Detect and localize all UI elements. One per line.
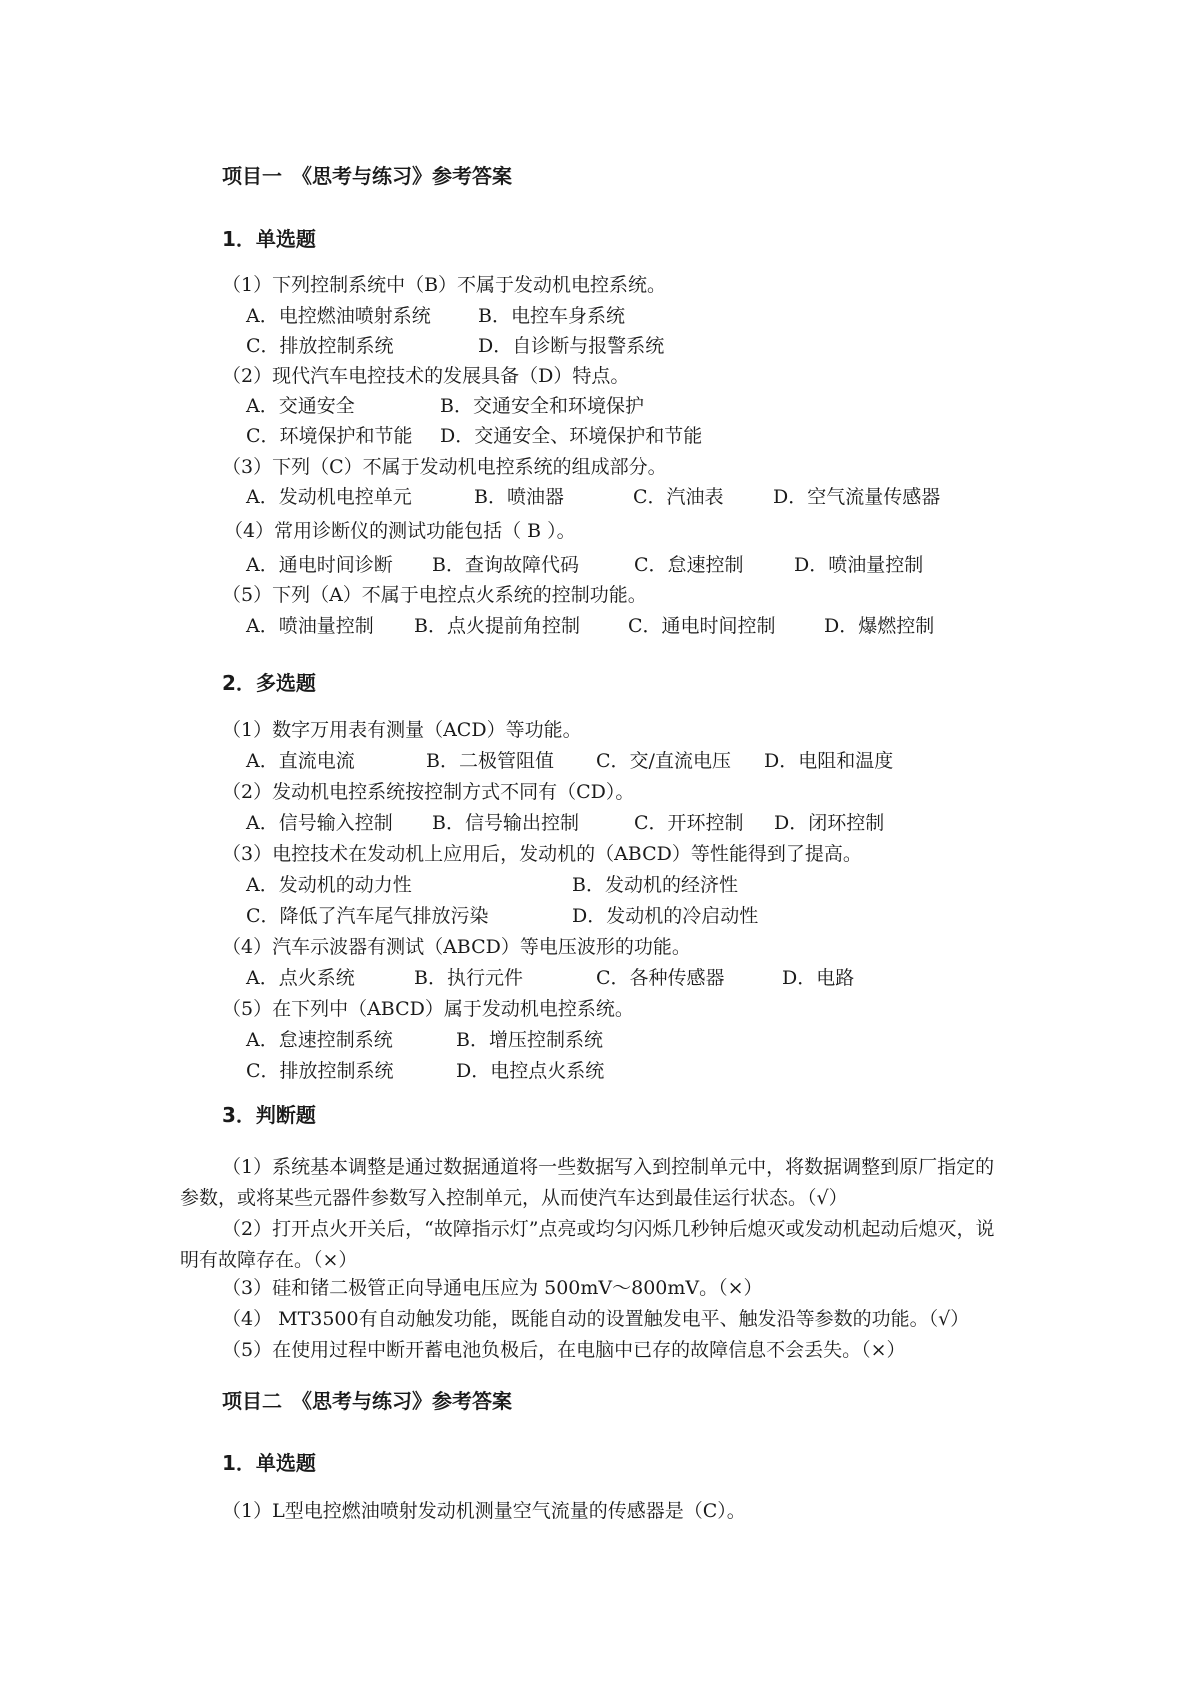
true-false-heading: 3．判断题	[222, 1103, 316, 1127]
option: B．交通安全和环境保护	[440, 395, 644, 417]
project1-title: 项目一 《思考与练习》参考答案	[222, 164, 512, 188]
question-text: （1）L型电控燃油喷射发动机测量空气流量的传感器是（C）。	[222, 1500, 746, 1522]
option: D．空气流量传感器	[773, 486, 941, 508]
option: B．电控车身系统	[478, 305, 625, 327]
option: B．执行元件	[414, 967, 523, 989]
question-text: （4）汽车示波器有测试（ABCD）等电压波形的功能。	[222, 936, 691, 958]
option: D．电控点火系统	[456, 1060, 605, 1082]
option: B．喷油器	[474, 486, 564, 508]
option: B．信号输出控制	[432, 812, 579, 834]
question-text: （5）在下列中（ABCD）属于发动机电控系统。	[222, 998, 634, 1020]
option: A．直流电流	[246, 750, 355, 772]
question-text: （3）下列（C）不属于发动机电控系统的组成部分。	[222, 456, 667, 478]
question-text: （2）发动机电控系统按控制方式不同有（CD）。	[222, 781, 635, 803]
option: A．交通安全	[246, 395, 355, 417]
option: A．通电时间诊断	[246, 554, 393, 576]
option: D．电路	[782, 967, 855, 989]
option: B．增压控制系统	[456, 1029, 603, 1051]
option: D．闭环控制	[774, 812, 885, 834]
option: C．降低了汽车尾气排放污染	[246, 905, 489, 927]
option: D．发动机的冷启动性	[572, 905, 759, 927]
option: C．怠速控制	[634, 554, 744, 576]
option: A．点火系统	[246, 967, 355, 989]
judge-item: （3）硅和锗二极管正向导通电压应为 500mV～800mV。（×）	[222, 1277, 763, 1299]
option: A．怠速控制系统	[246, 1029, 393, 1051]
question-text: （1）数字万用表有测量（ACD）等功能。	[222, 719, 582, 741]
option: A．发动机的动力性	[246, 874, 412, 896]
option: D．交通安全、环境保护和节能	[440, 425, 703, 447]
multiple-choice-heading: 2．多选题	[222, 671, 316, 695]
project2-title: 项目二 《思考与练习》参考答案	[222, 1389, 512, 1413]
single-choice-heading: 1．单选题	[222, 1451, 316, 1475]
option: B．点火提前角控制	[414, 615, 580, 637]
option: D．自诊断与报警系统	[478, 335, 665, 357]
option: B．二极管阻值	[426, 750, 554, 772]
option-row	[246, 1059, 946, 1155]
option: A．发动机电控单元	[246, 486, 412, 508]
option: A．喷油量控制	[246, 615, 374, 637]
option: C．通电时间控制	[628, 615, 776, 637]
single-choice-heading: 1．单选题	[222, 227, 316, 251]
judge-item: （1）系统基本调整是通过数据通道将一些数据写入到控制单元中，将数据调整到原厂指定的参数，或将某些元器件参数写入控制单元，从而使汽车达到最佳运行状态。（√）	[180, 1156, 995, 1209]
judge-item: （2）打开点火开关后，“故障指示灯”点亮或均匀闪烁几秒钟后熄灭或发动机起动后熄灭，说明有故障存在。（×）	[180, 1218, 995, 1271]
judge-item: （5）在使用过程中断开蓄电池负极后，在电脑中已存的故障信息不会丢失。（×）	[222, 1339, 906, 1361]
option: D．爆燃控制	[824, 615, 935, 637]
option: D．电阻和温度	[764, 750, 894, 772]
option: D．喷油量控制	[794, 554, 924, 576]
option: C．交/直流电压	[596, 750, 731, 772]
option: C．各种传感器	[596, 967, 725, 989]
question-text: （5）下列（A）不属于电控点火系统的控制功能。	[222, 584, 647, 606]
option: B．发动机的经济性	[572, 874, 738, 896]
option: C．排放控制系统	[246, 1060, 394, 1082]
judge-item: （4） MT3500有自动触发功能，既能自动的设置触发电平、触发沿等参数的功能。（√）	[222, 1308, 970, 1330]
question-text: （2）现代汽车电控技术的发展具备（D）特点。	[222, 365, 630, 387]
question-text: （3）电控技术在发动机上应用后，发动机的（ABCD）等性能得到了提高。	[222, 843, 862, 865]
option: C．汽油表	[633, 486, 724, 508]
option: C．环境保护和节能	[246, 425, 413, 447]
option: C．排放控制系统	[246, 335, 394, 357]
option: B．查询故障代码	[432, 554, 579, 576]
question-text: （4）常用诊断仪的测试功能包括（ B ）。	[224, 520, 576, 542]
option: C．开环控制	[634, 812, 744, 834]
option: A．电控燃油喷射系统	[246, 305, 431, 327]
option: A．信号输入控制	[246, 812, 393, 834]
question-text: （1）下列控制系统中（B）不属于发动机电控系统。	[222, 274, 667, 296]
